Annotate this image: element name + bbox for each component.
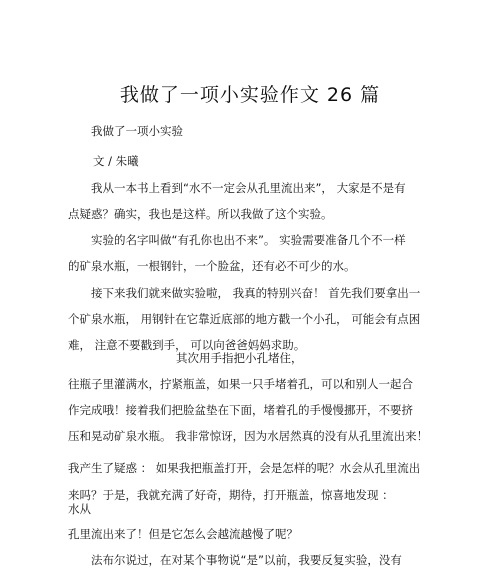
paragraph-line: 我从一本书上看到“水不一定会从孔里流出来”， 大家是不是有 [91, 181, 406, 195]
paragraph-line: 接下来我们就来做实验啦， 我真的特别兴奋！ 首先我们要拿出一 [91, 286, 421, 300]
paragraph-line: 来吗？于是，我就充满了好奇，期待，打开瓶盖，惊喜地发现 ： [68, 488, 394, 502]
paragraph-line: 法布尔说过，在对某个事物说“是”以前，我要反复实验，没有 [91, 553, 402, 567]
author-line: 文 / 朱曦 [93, 154, 139, 168]
document-subtitle: 我做了一项小实验 [91, 124, 183, 138]
paragraph-line: 压和晃动矿泉水瓶。 我非常惊讶，因为水居然真的没有从孔里流出来！ [68, 429, 429, 443]
paragraph-line: 其次用手指把小孔堵住， [176, 351, 303, 365]
paragraph-line: 作完成哦！接着我们把脸盆垫在下面，堵着孔的手慢慢挪开，不要挤 [68, 403, 413, 417]
paragraph-line: 的矿泉水瓶，一根钢针，一个脸盆，还有必不可少的水。 [68, 259, 356, 273]
paragraph-line: 实验的名字叫做“有孔你也出不来”。 实验需要准备几个不一样 [91, 233, 406, 247]
paragraph-line: 往瓶子里灌满水，拧紧瓶盖，如果一只手堵着孔，可以和别人一起合 [68, 377, 413, 391]
paragraph-line: 水从 [68, 502, 91, 516]
paragraph-line: 我产生了疑惑 ： 如果我把瓶盖打开，会是怎样的呢？水会从孔里流出 [68, 461, 421, 475]
document-title: 我做了一项小实验作文 26 篇 [119, 84, 381, 106]
paragraph-line: 个矿泉水瓶， 用钢针在它靠近底部的地方戳一个小孔， 可能会有点困 [68, 312, 421, 326]
paragraph-line: 点疑惑？确实，我也是这样。所以我做了这个实验。 [68, 207, 333, 221]
paragraph-line: 难， 注意不要戳到手， 可以向爸爸妈妈求助。 [68, 338, 306, 352]
paragraph-line: 孔里流出来了！但是它怎么会越流越慢了呢？ [68, 527, 298, 541]
